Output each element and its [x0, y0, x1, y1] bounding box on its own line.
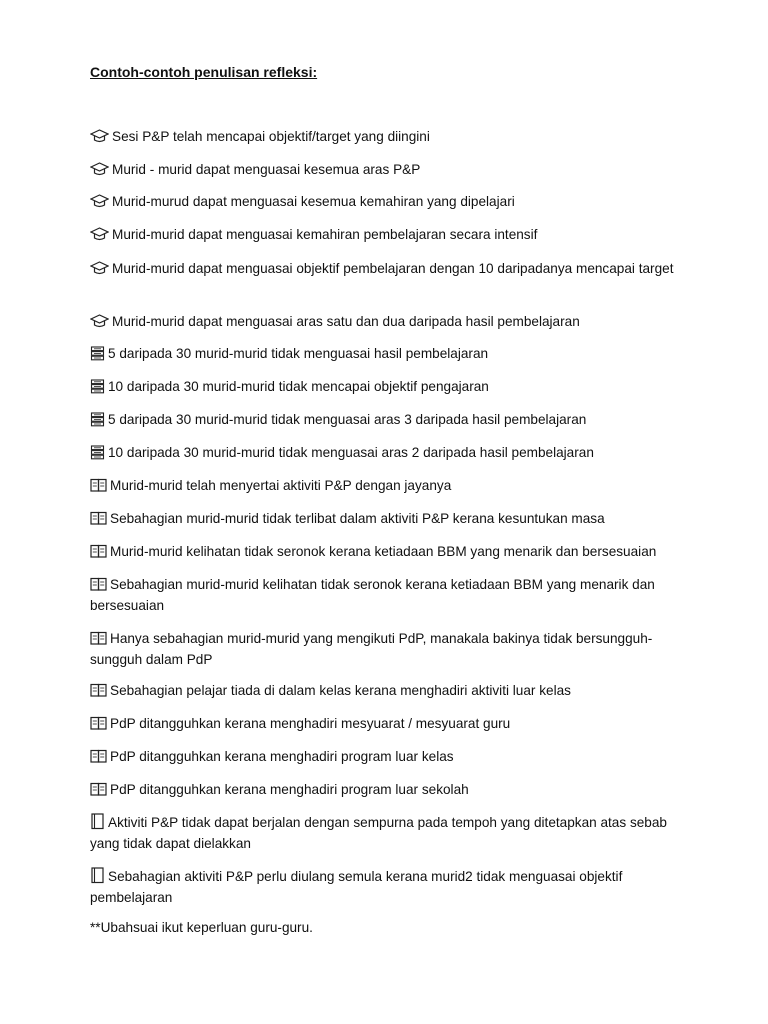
- graduation-cap-icon: [90, 162, 109, 177]
- list-item: [90, 126, 682, 147]
- list-item: [90, 574, 682, 616]
- list-item-text: Sebahagian pelajar tiada di dalam kelas kerana menghadiri aktiviti luar kelas: [110, 683, 571, 698]
- graduation-cap-icon: [90, 194, 109, 209]
- graduation-cap-icon: [90, 129, 109, 144]
- list-item-text: PdP ditangguhkan kerana menghadiri program luar kelas: [110, 749, 454, 764]
- list-item-text: Murid-murud dapat menguasai kesemua kemahiran yang dipelajari: [112, 194, 515, 209]
- list-item: [90, 191, 682, 212]
- list-item: [90, 343, 682, 364]
- list-item-text: Hanya sebahagian murid-murid yang mengikuti PdP, manakala bakinya tidak bersungguh-sungguh dalam PdP: [90, 631, 653, 667]
- footnote: **Ubahsuai ikut keperluan guru-guru.: [90, 920, 313, 935]
- list-item: [90, 713, 682, 734]
- open-book-icon: [90, 683, 107, 698]
- list-item-text: 10 daripada 30 murid-murid tidak menguasai aras 2 daripada hasil pembelajaran: [108, 445, 594, 460]
- list-item: [90, 376, 682, 397]
- list-item: [90, 541, 690, 562]
- list-item-text: 5 daripada 30 murid-murid tidak menguasai aras 3 daripada hasil pembelajaran: [108, 412, 587, 427]
- open-book-icon: [90, 577, 107, 592]
- list-item-text: Murid-murid dapat menguasai objektif pembelajaran dengan 10 daripadanya mencapai target: [112, 261, 674, 276]
- list-item-text: Murid-murid telah menyertai aktiviti P&P dengan jayanya: [110, 478, 452, 493]
- list-item-text: 10 daripada 30 murid-murid tidak mencapai objektif pengajaran: [108, 379, 489, 394]
- list-item: [90, 779, 682, 800]
- list-item-text: Murid - murid dapat menguasai kesemua aras P&P: [112, 162, 421, 177]
- list-item: [90, 311, 682, 332]
- open-book-icon: [90, 749, 107, 764]
- list-item: [90, 224, 682, 245]
- open-book-icon: [90, 716, 107, 731]
- book-stack-icon: [90, 445, 105, 460]
- page-title: Contoh-contoh penulisan refleksi:: [90, 64, 318, 80]
- closed-book-icon: [90, 867, 105, 884]
- list-item-text: PdP ditangguhkan kerana menghadiri mesyuarat / mesyuarat guru: [110, 716, 511, 731]
- list-item-text: Sebahagian aktiviti P&P perlu diulang semula kerana murid2 tidak menguasai objektif pembelajaran: [90, 869, 623, 905]
- list-item-text: Sesi P&P telah mencapai objektif/target yang diingini: [112, 129, 430, 144]
- list-item-text: Sebahagian murid-murid tidak terlibat dalam aktiviti P&P kerana kesuntukan masa: [110, 511, 605, 526]
- list-item-text: 5 daripada 30 murid-murid tidak menguasai hasil pembelajaran: [108, 346, 489, 361]
- list-item: [90, 258, 682, 279]
- graduation-cap-icon: [90, 314, 109, 329]
- graduation-cap-icon: [90, 227, 109, 242]
- book-stack-icon: [90, 346, 105, 361]
- closed-book-icon: [90, 813, 105, 830]
- list-item-text: Murid-murid dapat menguasai kemahiran pembelajaran secara intensif: [112, 227, 538, 242]
- list-item-text: Sebahagian murid-murid kelihatan tidak seronok kerana ketiadaan BBM yang menarik dan bersesuaian: [90, 577, 655, 613]
- open-book-icon: [90, 544, 107, 559]
- list-item-text: Aktiviti P&P tidak dapat berjalan dengan sempurna pada tempoh yang ditetapkan atas sebab yang tidak dapat dielakkan: [90, 815, 667, 851]
- book-stack-icon: [90, 379, 105, 394]
- list-item: [90, 680, 682, 701]
- list-item: [90, 628, 682, 670]
- book-stack-icon: [90, 412, 105, 427]
- list-item: [90, 409, 682, 430]
- list-item: [90, 508, 682, 529]
- list-item: [90, 159, 682, 180]
- list-item-text: Murid-murid dapat menguasai aras satu dan dua daripada hasil pembelajaran: [112, 314, 580, 329]
- graduation-cap-icon: [90, 261, 109, 276]
- open-book-icon: [90, 478, 107, 493]
- list-item-text: Murid-murid kelihatan tidak seronok kerana ketiadaan BBM yang menarik dan bersesuaian: [110, 544, 657, 559]
- list-item: [90, 812, 682, 854]
- open-book-icon: [90, 782, 107, 797]
- open-book-icon: [90, 631, 107, 646]
- list-item: [90, 475, 682, 496]
- open-book-icon: [90, 511, 107, 526]
- list-item-text: PdP ditangguhkan kerana menghadiri program luar sekolah: [110, 782, 469, 797]
- list-item: [90, 442, 682, 463]
- list-item: [90, 866, 682, 908]
- list-item: [90, 746, 682, 767]
